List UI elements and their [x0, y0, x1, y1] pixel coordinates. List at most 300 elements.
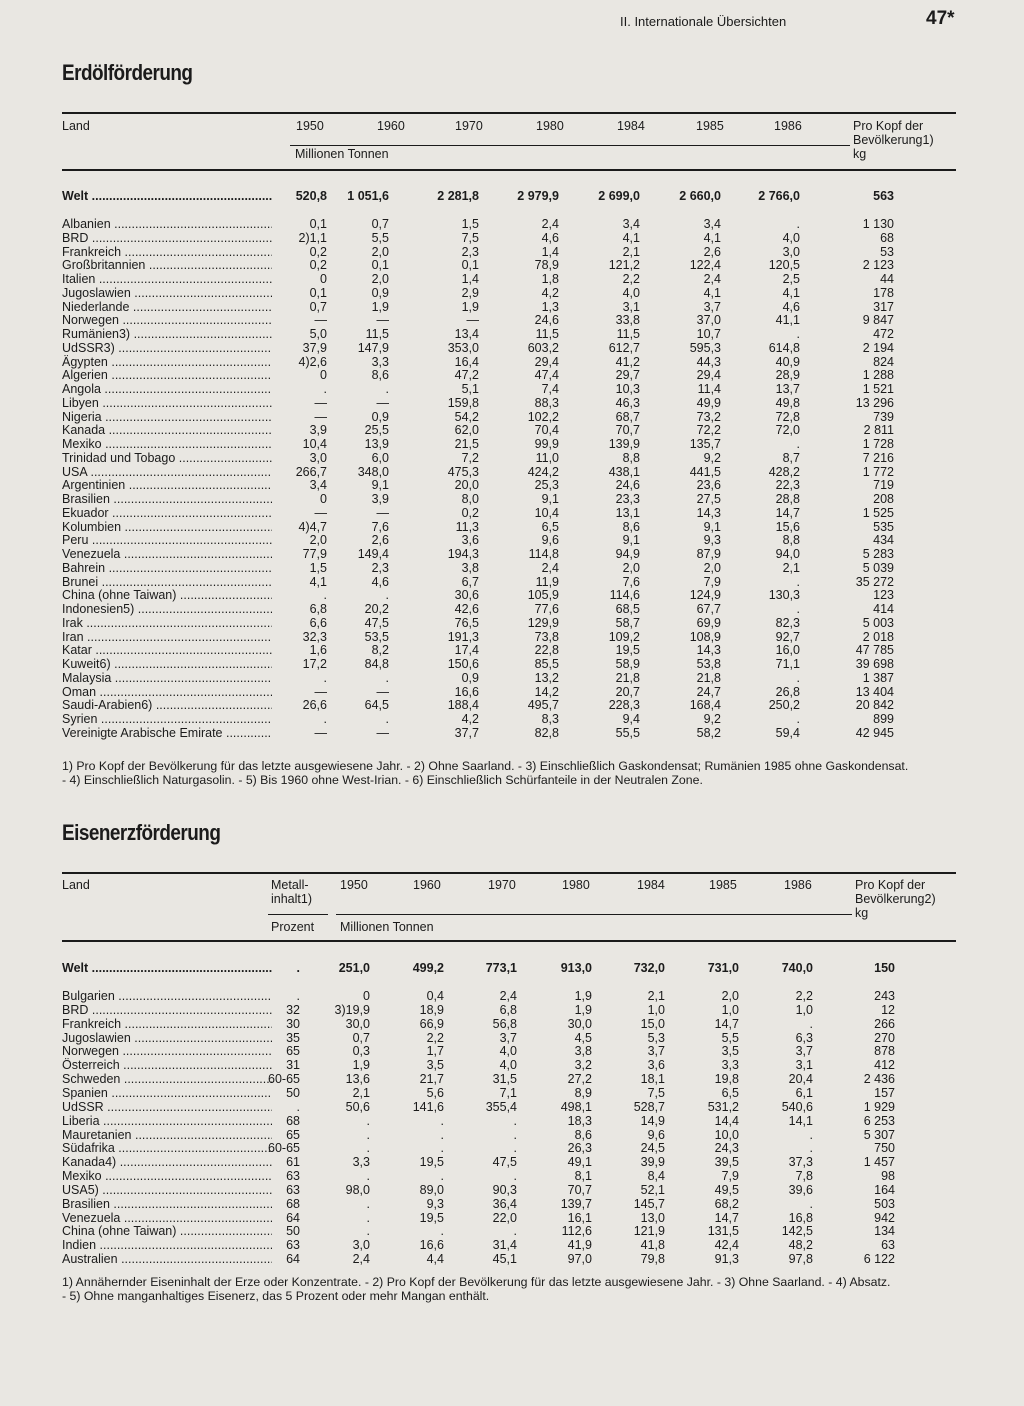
oil-cell-value: 6,5 [541, 519, 559, 534]
iron-cell-value: 18,1 [640, 1072, 665, 1087]
iron-cell-land: Schweden ..... [62, 1072, 272, 1086]
oil-cell-value: 94,0 [775, 547, 800, 561]
oil-col-per-capita-unit: kg [853, 147, 867, 161]
oil-cell-value: 9,2 [703, 450, 721, 465]
iron-cell-value: 19,8 [714, 1072, 739, 1087]
oil-cell-value: . [385, 670, 389, 685]
oil-cell-value: 2 699,0 [598, 189, 640, 203]
oil-cell-value: 2,0 [622, 560, 640, 575]
oil-cell-value: 14,3 [696, 505, 721, 520]
oil-cell-value: 1 521 [862, 382, 894, 396]
oil-cell-value: 9,1 [541, 492, 559, 506]
oil-cell-value: 4,6 [371, 574, 389, 589]
oil-cell-value: 37,7 [454, 725, 479, 740]
iron-cell-value: 3,2 [574, 1058, 592, 1073]
iron-cell-value: . [440, 1224, 444, 1239]
oil-table-row [62, 368, 958, 382]
oil-cell-value: 7,2 [461, 450, 479, 465]
iron-cell-value: 1 457 [863, 1155, 895, 1170]
iron-cell-value: 8,4 [647, 1169, 665, 1184]
oil-table-row [62, 410, 958, 424]
iron-footnote-2: - 5) Ohne manganhaltiges Eisenerz, das 5 Prozent oder mehr Mangan enthält. [62, 1289, 490, 1303]
oil-table-row [62, 616, 958, 630]
oil-cell-value: 0,1 [371, 258, 389, 273]
oil-cell-value: 20,7 [615, 684, 640, 699]
oil-cell-value: 150,6 [447, 657, 479, 671]
iron-cell-value: 27,2 [567, 1072, 592, 1087]
iron-cell-value: 942 [874, 1210, 895, 1225]
iron-cell-value: . [366, 1127, 370, 1142]
iron-cell-value: 50 [286, 1224, 300, 1239]
oil-cell-value: 3,9 [371, 492, 389, 506]
oil-cell-value: 348,0 [357, 464, 389, 479]
iron-cell-value: . [440, 1141, 444, 1156]
iron-table-row [62, 1114, 958, 1128]
oil-cell-land: UdSSR3) ..... [62, 341, 272, 355]
iron-cell-value: 5,3 [647, 1030, 665, 1045]
oil-cell-land: Frankreich ..... [62, 245, 272, 259]
oil-cell-value: 121,2 [608, 258, 640, 273]
oil-cell-value: 8,6 [371, 368, 389, 383]
oil-cell-value: 5,5 [371, 230, 389, 245]
oil-cell-value: 2,6 [371, 533, 389, 548]
oil-cell-value: 68,5 [615, 602, 640, 616]
iron-table-row [62, 1128, 958, 1142]
oil-table-row [62, 643, 958, 657]
oil-cell-value: 7,6 [371, 519, 389, 534]
iron-cell-value: 16,8 [788, 1210, 813, 1225]
oil-cell-value: 191,3 [447, 629, 479, 644]
iron-cell-land: BRD ..... [62, 1003, 272, 1017]
iron-cell-value: 355,4 [485, 1099, 517, 1114]
iron-cell-value: . [366, 1196, 370, 1211]
iron-cell-value: 70,7 [567, 1182, 592, 1197]
iron-cell-value: . [513, 1141, 517, 1156]
iron-cell-value: 9,6 [647, 1127, 665, 1142]
iron-cell-value: 141,6 [412, 1099, 444, 1114]
iron-cell-value: 68 [286, 1113, 300, 1128]
oil-cell-value: 76,5 [454, 615, 479, 630]
iron-cell-value: 7,5 [647, 1085, 665, 1100]
oil-table-row [62, 547, 958, 561]
oil-cell-value: 5 283 [862, 547, 894, 561]
oil-table-row [62, 258, 958, 272]
iron-cell-value: 13,6 [345, 1072, 370, 1087]
iron-cell-value: . [296, 1099, 300, 1114]
oil-cell-value: 123 [873, 588, 894, 603]
oil-cell-value: 20,0 [454, 478, 479, 493]
iron-cell-value: 39,6 [788, 1182, 813, 1197]
iron-cell-value: 63 [286, 1169, 300, 1184]
oil-cell-value: 0,7 [309, 299, 327, 314]
oil-cell-value: 2,6 [703, 244, 721, 259]
iron-cell-value: 65 [286, 1044, 300, 1059]
oil-cell-value: 6,8 [309, 602, 327, 616]
oil-table-row [62, 355, 958, 369]
oil-cell-value: 428,2 [768, 464, 800, 479]
oil-cell-value: 108,9 [689, 629, 721, 644]
iron-cell-value: 35 [286, 1030, 300, 1045]
oil-table-row [62, 712, 958, 726]
iron-table-row [62, 1238, 958, 1252]
oil-cell-value: 120,5 [768, 258, 800, 273]
oil-col-1980: 1980 [536, 119, 564, 133]
oil-cell-value: 4)4,7 [298, 519, 327, 534]
iron-cell-value: 0,3 [352, 1044, 370, 1059]
oil-cell-value: 2,1 [622, 244, 640, 259]
oil-cell-value: 719 [873, 478, 894, 493]
oil-cell-value: 0 [320, 492, 327, 506]
oil-cell-value: 8,6 [622, 519, 640, 534]
oil-cell-value: 14,7 [775, 505, 800, 520]
oil-cell-value: — [314, 409, 327, 424]
oil-cell-value: 14,2 [534, 684, 559, 699]
iron-cell-value: . [440, 1169, 444, 1184]
oil-cell-value: 70,4 [534, 423, 559, 438]
oil-cell-value: 9,6 [541, 533, 559, 548]
iron-col-1960: 1960 [413, 878, 441, 892]
iron-cell-value: 15,0 [640, 1016, 665, 1031]
oil-cell-value: 3,4 [309, 478, 327, 493]
oil-top-rule [62, 112, 956, 114]
oil-cell-value: 2,9 [461, 285, 479, 300]
oil-cell-value: 4,0 [622, 285, 640, 300]
oil-cell-land: Katar ..... [62, 643, 272, 657]
oil-cell-value: 3,6 [461, 533, 479, 548]
oil-cell-value: 3,9 [309, 423, 327, 438]
oil-cell-land: Kuweit6) ..... [62, 657, 272, 671]
iron-cell-value: 5,6 [426, 1085, 444, 1100]
oil-cell-value: 4,1 [703, 230, 721, 245]
oil-cell-value: 147,9 [357, 340, 389, 355]
iron-cell-value: 1,9 [352, 1058, 370, 1073]
oil-cell-value: 58,7 [615, 615, 640, 630]
oil-cell-value: 26,8 [775, 684, 800, 699]
oil-cell-value: 47 785 [855, 643, 894, 658]
iron-cell-value: 89,0 [419, 1182, 444, 1197]
oil-cell-value: 11,3 [455, 519, 479, 534]
oil-cell-value: 8,0 [461, 492, 479, 506]
oil-table-row [62, 382, 958, 396]
oil-cell-land: Indonesien5) ..... [62, 602, 272, 616]
iron-cell-land: Venezuela ..... [62, 1211, 272, 1225]
oil-cell-value: 11,5 [535, 327, 559, 341]
iron-cell-value: 9,3 [426, 1196, 444, 1211]
oil-cell-value: 16,4 [454, 354, 479, 369]
oil-cell-value: 0 [320, 368, 327, 383]
oil-cell-value: 14,3 [696, 643, 721, 658]
iron-table-row [62, 1003, 958, 1017]
iron-cell-value: 732,0 [633, 961, 665, 975]
oil-cell-value: — [376, 505, 389, 520]
oil-cell-value: 102,2 [527, 409, 559, 424]
oil-cell-value: 7,9 [703, 574, 721, 589]
iron-cell-value: . [809, 1141, 813, 1156]
oil-cell-land: Algerien ..... [62, 368, 272, 382]
oil-cell-land: Iran ..... [62, 630, 272, 644]
oil-footnote-2: - 4) Einschließlich Naturgasolin. - 5) Bis 1960 ohne West-Irian. - 6) Einschließlich Schürfanteile in der Neutralen Zone. [62, 773, 703, 787]
iron-cell-value: 131,5 [707, 1224, 739, 1239]
oil-table-row [62, 671, 958, 685]
iron-cell-value: 42,4 [714, 1238, 739, 1253]
oil-cell-value: 58,9 [615, 657, 640, 671]
oil-cell-value: 3,7 [703, 299, 721, 314]
oil-cell-value: 0,1 [309, 285, 327, 300]
oil-cell-value: 87,9 [696, 547, 721, 561]
oil-table-row [62, 189, 958, 203]
iron-cell-value: 3,7 [647, 1044, 665, 1059]
iron-cell-land: Bulgarien ..... [62, 989, 272, 1003]
oil-table-row [62, 231, 958, 245]
oil-cell-value: 603,2 [527, 340, 559, 355]
oil-cell-value: 9,1 [371, 478, 389, 493]
iron-cell-value: 98 [881, 1169, 895, 1184]
oil-cell-value: 1 051,6 [347, 189, 389, 203]
oil-cell-value: 1 130 [862, 217, 894, 231]
oil-cell-value: 55,5 [615, 725, 640, 740]
iron-cell-value: 750 [874, 1141, 895, 1156]
oil-cell-value: 9,4 [622, 712, 640, 726]
oil-cell-value: 47,5 [364, 615, 389, 630]
iron-table-row [62, 1197, 958, 1211]
oil-cell-value: 22,3 [775, 478, 800, 493]
iron-cell-value: . [513, 1127, 517, 1142]
iron-footnote-1: 1) Annähernder Eiseninhalt der Erze oder Konzentrate. - 2) Pro Kopf der Bevölkerung für das letzte ausgewiesene Jahr. - 3) Ohne Saarland. - 4) Absatz. [62, 1275, 891, 1289]
oil-cell-value: 33,8 [615, 313, 640, 328]
iron-cell-value: 270 [874, 1030, 895, 1045]
iron-cell-value: 41,9 [567, 1238, 592, 1253]
oil-cell-value: 1,9 [371, 299, 389, 314]
oil-cell-value: 47,2 [454, 368, 479, 383]
iron-col-land: Land [62, 878, 90, 892]
iron-cell-value: 0,7 [352, 1030, 370, 1045]
iron-cell-value: 3,5 [721, 1044, 739, 1059]
oil-cell-land: USA ..... [62, 465, 272, 479]
oil-cell-value: 114,8 [528, 547, 559, 561]
iron-cell-value: 32 [286, 1002, 300, 1017]
oil-cell-value: 10,4 [302, 437, 327, 451]
iron-col-1950: 1950 [340, 878, 368, 892]
oil-cell-value: 42 945 [855, 725, 894, 740]
oil-footnote-1: 1) Pro Kopf der Bevölkerung für das letzte ausgewiesene Jahr. - 2) Ohne Saarland. - 3) Einschließlich Gaskondensat; Rumänien 1985 ohne Gaskondensat. [62, 759, 909, 773]
iron-table-row [62, 961, 958, 975]
iron-cell-land: Mexiko ..... [62, 1169, 272, 1183]
iron-cell-value: 47,5 [492, 1155, 517, 1170]
iron-cell-value: 6 122 [863, 1252, 895, 1267]
iron-cell-land: Australien ..... [62, 1252, 272, 1266]
oil-cell-value: 1,4 [461, 272, 479, 286]
oil-cell-land: Syrien ..... [62, 712, 272, 726]
iron-cell-value: 52,1 [640, 1182, 665, 1197]
oil-cell-value: 1,9 [461, 299, 479, 314]
oil-cell-value: 9,2 [703, 712, 721, 726]
oil-cell-value: 29,7 [615, 368, 640, 383]
oil-cell-value: . [323, 712, 327, 726]
oil-cell-value: 84,8 [364, 657, 389, 671]
iron-cell-land: Norwegen ..... [62, 1044, 272, 1058]
iron-col-metal: Metall-inhalt1) [271, 878, 312, 906]
oil-table-row [62, 630, 958, 644]
iron-cell-value: 16,6 [419, 1238, 444, 1253]
oil-cell-value: 72,2 [696, 423, 721, 438]
iron-cell-value: 68,2 [714, 1196, 739, 1211]
oil-table-row [62, 327, 958, 341]
iron-table-row [62, 1044, 958, 1058]
oil-cell-value: 1,5 [461, 217, 479, 231]
oil-cell-land: Welt ..... [62, 189, 272, 203]
oil-cell-value: 72,8 [775, 409, 800, 424]
iron-cell-land: Liberia ..... [62, 1114, 272, 1128]
oil-cell-value: 25,3 [534, 478, 559, 493]
oil-cell-value: 40,9 [775, 354, 800, 369]
oil-cell-value: 20,2 [364, 602, 389, 616]
oil-cell-land: Ägypten ..... [62, 355, 272, 369]
oil-cell-land: Vereinigte Arabische Emirate ..... [62, 726, 272, 740]
iron-cell-value: 6,8 [499, 1002, 517, 1017]
oil-cell-value: 6,0 [371, 450, 389, 465]
oil-cell-value: 53,8 [696, 657, 721, 671]
oil-cell-value: 4,1 [703, 285, 721, 300]
oil-table-row [62, 272, 958, 286]
oil-cell-value: 17,2 [302, 657, 327, 671]
oil-cell-value: 4,2 [461, 712, 479, 726]
oil-cell-value: 4,1 [622, 230, 640, 245]
iron-cell-value: 243 [874, 989, 895, 1003]
iron-cell-value: 24,3 [714, 1141, 739, 1156]
oil-cell-value: 2,3 [371, 560, 389, 575]
iron-cell-value: . [366, 1210, 370, 1225]
iron-cell-value: 56,8 [492, 1016, 517, 1031]
oil-cell-value: 2,3 [461, 244, 479, 259]
oil-cell-value: 53,5 [364, 629, 389, 644]
oil-table-title: Erdölförderung [62, 60, 193, 85]
iron-cell-value: 50,6 [345, 1099, 370, 1114]
oil-cell-value: 1 772 [862, 464, 894, 479]
oil-cell-value: 72,0 [775, 423, 800, 438]
oil-table-row [62, 396, 958, 410]
oil-cell-value: 22,8 [534, 643, 559, 658]
oil-cell-land: Irak ..... [62, 616, 272, 630]
oil-cell-value: 109,2 [608, 629, 640, 644]
oil-cell-value: 10,4 [534, 505, 559, 520]
iron-header-rule [62, 940, 956, 942]
oil-cell-value: 8,8 [782, 533, 800, 548]
iron-cell-value: 134 [874, 1224, 895, 1239]
iron-cell-value: 6,5 [721, 1085, 739, 1100]
iron-cell-value: 878 [874, 1044, 895, 1059]
iron-cell-value: . [513, 1169, 517, 1184]
iron-cell-land: Indien ..... [62, 1238, 272, 1252]
iron-table-row [62, 1252, 958, 1266]
oil-cell-value: 77,6 [534, 602, 559, 616]
oil-cell-land: Brunei ..... [62, 575, 272, 589]
oil-cell-value: 149,4 [357, 547, 389, 561]
oil-cell-value: 3,4 [703, 217, 721, 231]
iron-cell-value: 0 [363, 989, 370, 1003]
iron-cell-value: 68 [286, 1196, 300, 1211]
oil-cell-land: Mexiko ..... [62, 437, 272, 451]
iron-cell-value: 97,8 [788, 1252, 813, 1267]
iron-cell-value: 26,3 [567, 1141, 592, 1156]
oil-cell-value: — [376, 313, 389, 328]
iron-cell-land: Welt ..... [62, 961, 272, 975]
oil-cell-value: 82,3 [775, 615, 800, 630]
iron-cell-value: 14,7 [714, 1210, 739, 1225]
iron-cell-value: 31,4 [492, 1238, 517, 1253]
iron-cell-value: 50 [286, 1085, 300, 1100]
oil-cell-value: 2,0 [371, 244, 389, 259]
oil-cell-value: 53 [880, 244, 894, 259]
oil-table-row [62, 245, 958, 259]
oil-cell-value: 438,1 [608, 464, 640, 479]
iron-cell-value: . [809, 1196, 813, 1211]
iron-cell-value: 14,4 [714, 1113, 739, 1128]
oil-cell-value: 37,9 [302, 340, 327, 355]
iron-cell-value: 1,0 [647, 1002, 665, 1017]
oil-cell-value: 1 387 [862, 670, 894, 685]
oil-cell-value: 13,4 [454, 327, 479, 341]
oil-table-row [62, 520, 958, 534]
iron-cell-value: 2,2 [795, 989, 813, 1003]
iron-table-title: Eisenerzförderung [62, 820, 221, 845]
oil-col-1984: 1984 [617, 119, 645, 133]
iron-cell-value: 1,7 [426, 1044, 444, 1059]
iron-cell-value: 7,9 [721, 1169, 739, 1184]
oil-cell-value: 2,2 [622, 272, 640, 286]
iron-cell-value: 64 [286, 1210, 300, 1225]
oil-col-land: Land [62, 119, 90, 133]
iron-cell-value: 39,5 [714, 1155, 739, 1170]
oil-cell-land: Saudi-Arabien6) ..... [62, 698, 272, 712]
oil-table-row [62, 602, 958, 616]
oil-cell-value: 42,6 [454, 602, 479, 616]
iron-cell-value: 8,1 [574, 1169, 592, 1184]
iron-cell-value: 145,7 [633, 1196, 665, 1211]
oil-cell-value: 1,6 [309, 643, 327, 658]
oil-cell-value: 99,9 [534, 437, 559, 451]
oil-cell-value: 85,5 [534, 657, 559, 671]
iron-cell-value: 266 [874, 1016, 895, 1031]
oil-cell-value: 0 [320, 272, 327, 286]
oil-cell-value: 26,6 [302, 698, 327, 713]
oil-cell-land: Italien ..... [62, 272, 272, 286]
iron-cell-value: 731,0 [707, 961, 739, 975]
oil-cell-value: 2 811 [863, 423, 894, 438]
iron-cell-value: . [440, 1113, 444, 1128]
oil-cell-value: 16,6 [454, 684, 479, 699]
iron-cell-value: 66,9 [419, 1016, 444, 1031]
oil-cell-value: — [314, 505, 327, 520]
oil-cell-value: 23,3 [615, 492, 640, 506]
oil-cell-value: 228,3 [608, 698, 640, 713]
oil-cell-value: 16,0 [775, 643, 800, 658]
oil-cell-value: 2,0 [309, 533, 327, 548]
oil-header-rule [62, 169, 956, 171]
iron-cell-land: Österreich ..... [62, 1058, 272, 1072]
oil-cell-value: 4,1 [309, 574, 327, 589]
oil-cell-value: 4,6 [782, 299, 800, 314]
oil-cell-value: 535 [873, 519, 894, 534]
oil-cell-value: 114,6 [609, 588, 640, 603]
oil-cell-value: 9,3 [703, 533, 721, 548]
oil-cell-value: 21,8 [615, 670, 640, 685]
oil-cell-value: 7,6 [622, 574, 640, 589]
oil-col-1950: 1950 [296, 119, 324, 133]
oil-cell-value: 41,1 [775, 313, 800, 328]
oil-cell-value: 4,2 [541, 285, 559, 300]
oil-cell-value: 32,3 [302, 629, 327, 644]
iron-cell-value: 3,7 [499, 1030, 517, 1045]
